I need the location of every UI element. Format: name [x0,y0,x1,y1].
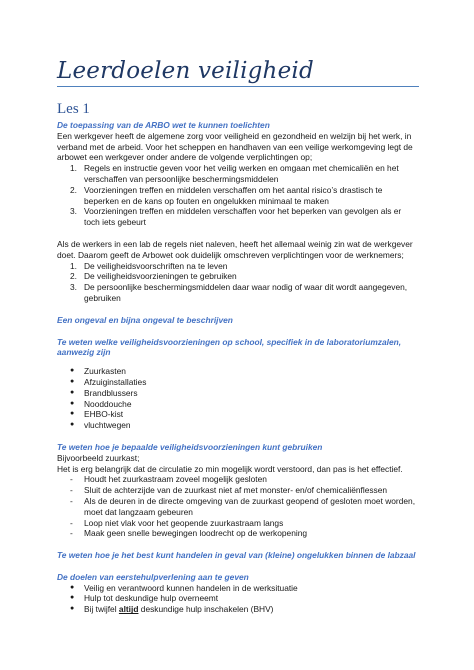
heading-eerstehulp: De doelen van eerstehulpverlening aan te geven [57,571,249,582]
list-item: ● Zuurkasten [70,366,126,377]
bullet-icon: ● [70,367,75,375]
bullet-icon: ● [70,399,75,407]
bullet-icon: ● [70,421,75,429]
list-item: 1. De veiligheidsvoorschriften na te leven [70,260,228,271]
list-item: - Als de deuren in de directe omgeving van de zuurkast geopend of gesloten moet worden, moet dat langzaam gebeuren [70,495,416,517]
bullet-icon: ● [70,583,75,591]
paragraph-intro: Een werkgever heeft de algemene zorg voor veiligheid en gezondheid en welzijn bij het werk, in verband met de arbeid. Voor het scheppen en handhaven van een veilige werkomgeving legt de arbowet een werkgever onder andere de volgende verplichtingen op; [57,130,413,163]
bullet-list-voorzieningen [57,366,419,431]
list-item: 2. De veiligheidsvoorzieningen te gebruiken [70,271,237,282]
list-item: - Maak geen snelle bewegingen loodrecht op de werkopening [70,528,308,539]
list-item: ● Hulp tot deskundige hulp overneemt [70,593,219,604]
numbered-list-employer [57,163,419,228]
list-item: - Loop niet vlak voor het geopende zuurkastraam langs [70,517,284,528]
heading-gebruiken: Te weten hoe je bepaalde veiligheidsvoorzieningen kunt gebruiken [57,441,323,452]
paragraph-circulation: Het is erg belangrijk dat de circulatie zo min mogelijk wordt verstoord, dan pas is het effectief. [57,463,403,474]
list-item: - Sluit de achterzijde van de zuurkast niet af met monster- en/of chemicaliënflessen [70,485,388,496]
heading-arbo: De toepassing van de ARBO wet te kunnen toelichten [57,120,270,130]
list-item: ● EHBO-kist [70,409,124,420]
section-heading: Les 1 [57,101,90,117]
bullet-icon: ● [70,377,75,385]
bullet-icon: ● [70,410,75,418]
numbered-list-employees [57,261,419,304]
list-item: 3. De persoonlijke beschermingsmiddelen daar waar nodig of waar dit wordt aangegeven, gebruiken [70,282,408,303]
bullet-icon: ● [70,388,75,396]
list-item: 3. Voorzieningen treffen en middelen verschaffen voor het beperken van gevolgen als er toch iets gebeurt [70,206,402,228]
bullet-list-eerstehulp [57,583,419,615]
list-item: ● Nooddouche [70,398,132,409]
list-item: - Houdt het zuurkastraam zoveel mogelijk gesloten [70,474,267,485]
bullet-icon: ● [70,605,75,613]
list-item: 2. Voorzieningen treffen en middelen verschaffen om het aantal risico’s drastisch te beperken en de kans op fouten en ongelukken minimaal te maken [70,184,383,206]
emphasis-altijd: altijd [118,604,139,615]
paragraph-outro: Als de werkers in een lab de regels niet naleven, heeft het allemaal weinig zin wat de werkgever doet. Daarom geeft de Arbowet ook duidelijk omschreven verplichtingen voor de werknemers; [57,238,413,260]
title-divider [57,86,419,87]
page-title: Leerdoelen veiligheid [57,58,314,84]
list-item: ● Brandblussers [70,387,138,398]
list-item: ● Afzuiginstallaties [70,376,147,387]
list-item: ● vluchtwegen [70,420,131,431]
heading-voorzieningen: Te weten welke veiligheidsvoorzieningen op school, specifiek in de laboratoriumzalen, aanwezig zijn [57,336,402,358]
paragraph-example: Bijvoorbeeld zuurkast; [57,452,140,463]
dash-list-zuurkast [57,474,419,539]
list-item: 1. Regels en instructie geven voor het veilig werken en omgaan met chemicaliën en het verschaffen van persoonlijke beschermingsmiddelen [70,163,399,184]
document-body [57,120,419,615]
list-item: ● Bij twijfel altijd deskundige hulp inschakelen (BHV) [70,604,274,615]
heading-ongeval: Een ongeval en bijna ongeval te beschrijven [57,314,233,325]
bullet-icon: ● [70,594,75,602]
list-item: ● Veilig en verantwoord kunnen handelen in de werksituatie [70,582,298,593]
heading-handelen: Te weten hoe je het best kunt handelen in geval van (kleine) ongelukken binnen de labzaal [57,550,416,561]
